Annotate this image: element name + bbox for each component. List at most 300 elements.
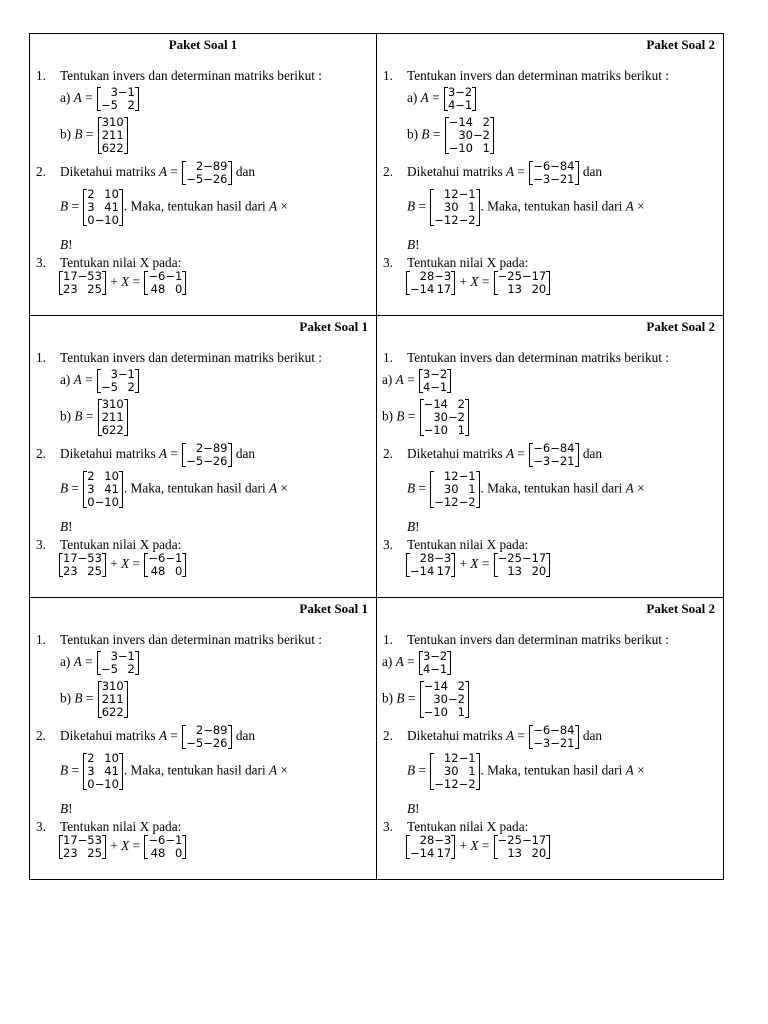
- matrix-entry: 17: [63, 551, 78, 565]
- question-2-text: Diketahui matriks: [407, 728, 503, 744]
- question-1a: a) A = 3 −2 4 −1: [407, 86, 477, 112]
- label-b: b): [60, 690, 72, 706]
- question-2-end: B!: [407, 519, 420, 534]
- matrix-a: [97, 650, 139, 676]
- matrix-entry: −25: [497, 551, 522, 565]
- label-a: a): [60, 372, 71, 388]
- matrix-entry: −8: [203, 441, 221, 455]
- matrix-entry: 0: [111, 187, 119, 201]
- matrix-entry: −1: [117, 367, 135, 381]
- matrix-entry: 9: [220, 723, 228, 737]
- matrix-left: [406, 270, 455, 296]
- question-1: 1. Tentukan invers dan determinan matriks berikut :: [36, 350, 322, 365]
- matrix-entry: 25: [87, 282, 102, 296]
- matrix-entry: 2: [451, 495, 459, 509]
- matrix-entry: −2: [203, 172, 221, 186]
- dan-text: dan: [582, 446, 603, 462]
- matrix-entry: 1: [116, 692, 124, 706]
- paket-title: Paket Soal 2: [646, 37, 715, 52]
- matrix-entry: 9: [220, 159, 228, 173]
- matrix-entry: 4: [422, 662, 431, 676]
- matrix-entry: 3: [110, 85, 118, 99]
- question-3: 3. Tentukan nilai X pada:: [383, 255, 529, 270]
- matrix-a2: [182, 160, 231, 186]
- cell-r2-paket2: [377, 316, 723, 597]
- matrix-entry: 4: [440, 397, 448, 411]
- matrix-entry: 23: [63, 282, 78, 296]
- matrix-entry: 28: [419, 833, 435, 847]
- matrix-entry: 1: [567, 454, 575, 468]
- matrix-entry: 6: [220, 736, 228, 750]
- matrix-b2: [83, 752, 123, 791]
- question-2: 2. Diketahui matriks A = 2 −8 9 −5 −2 6 dan: [36, 159, 256, 186]
- label-a: a): [60, 90, 71, 106]
- matrix-entry: 28: [419, 551, 435, 565]
- dan-text: dan: [582, 728, 603, 744]
- question-1a: a) A = 3 −1 −5 2: [60, 650, 140, 676]
- matrix-entry: 17: [63, 269, 78, 283]
- matrix-entry: −1: [455, 98, 473, 112]
- question-1: 1. Tentukan invers dan determinan matriks berikut :: [36, 632, 322, 647]
- matrix-entry: 4: [567, 441, 575, 455]
- matrix-entry: −14: [410, 564, 435, 578]
- matrix-entry: −53: [77, 551, 102, 565]
- matrix-entry: 2: [451, 751, 459, 765]
- matrix-b2: [430, 752, 479, 791]
- matrix-entry: 1: [443, 187, 452, 201]
- matrix-entry: 3: [447, 85, 456, 99]
- matrix-entry: −53: [77, 833, 102, 847]
- matrix-entry: 0: [111, 469, 119, 483]
- matrix-left: [59, 552, 106, 578]
- question-1-text: Tentukan invers dan determinan matriks berikut :: [407, 68, 669, 83]
- matrix-entry: −2: [472, 128, 490, 142]
- question-2-suffix: . Maka, tentukan hasil dari: [480, 480, 623, 496]
- dan-text: dan: [235, 446, 256, 462]
- question-2b: B = 1 2 −1 3 0 1 −1 2 −2 . Maka, tentukan hasil dari A ×: [407, 751, 645, 791]
- question-2-end: B!: [407, 801, 420, 816]
- question-1a: a) A = 3 −1 −5 2: [60, 368, 140, 394]
- question-2-end: B!: [60, 237, 73, 252]
- matrix-entry: 3: [443, 200, 452, 214]
- matrix-entry: 9: [220, 441, 228, 455]
- matrix-entry: 1: [109, 128, 117, 142]
- question-1-text: Tentukan invers dan determinan matriks berikut :: [60, 350, 322, 365]
- matrix-a2: [529, 160, 578, 186]
- matrix-entry: −2: [550, 736, 568, 750]
- matrix-entry: −1: [423, 679, 441, 693]
- matrix-right: [494, 834, 551, 860]
- question-1b: b) B = 3 1 0 2 1 1 6 2 2: [60, 116, 129, 155]
- question-2b: B = 1 2 −1 3 0 1 −1 2 −2 . Maka, tentukan hasil dari A ×: [407, 469, 645, 509]
- cell-r2-paket1: [30, 316, 376, 597]
- matrix-entry: 2: [195, 441, 204, 455]
- paket-title: Paket Soal 1: [168, 37, 238, 52]
- matrix-left: [59, 270, 106, 296]
- matrix-a2: [182, 724, 231, 750]
- question-3: 3. Tentukan nilai X pada:: [36, 537, 182, 552]
- matrix-entry: 23: [63, 564, 78, 578]
- matrix-entry: 1: [482, 141, 490, 155]
- matrix-entry: −1: [430, 662, 448, 676]
- matrix-entry: −1: [117, 649, 135, 663]
- matrix-entry: −1: [458, 751, 476, 765]
- label-b: b): [382, 408, 394, 424]
- matrix-entry: −3: [533, 172, 551, 186]
- matrix-entry: 4: [567, 159, 575, 173]
- matrix-entry: 1: [567, 736, 575, 750]
- matrix-entry: 1: [111, 764, 119, 778]
- matrix-entry: −1: [434, 213, 452, 227]
- question-3-equation: 28 −3 −14 17 + X = −25 −17 13 20: [405, 834, 551, 860]
- matrix-a: [444, 86, 476, 112]
- matrix-entry: 1: [109, 115, 117, 129]
- matrix-entry: 3: [101, 679, 110, 693]
- matrix-entry: 3: [433, 692, 441, 706]
- paket-title: Paket Soal 1: [299, 601, 368, 616]
- matrix-entry: −6: [148, 833, 166, 847]
- matrix-a2: [529, 442, 578, 468]
- matrix-entry: 6: [101, 705, 110, 719]
- cell-r3-paket1: [30, 598, 376, 879]
- matrix-entry: 2: [127, 380, 135, 394]
- matrix-entry: 2: [101, 692, 110, 706]
- matrix-entry: 2: [195, 159, 204, 173]
- matrix-entry: 1: [443, 469, 452, 483]
- matrix-a2: [182, 442, 231, 468]
- question-3: 3. Tentukan nilai X pada:: [383, 537, 529, 552]
- question-2-end: B!: [60, 801, 73, 816]
- paket-title: Paket Soal 1: [299, 319, 368, 334]
- question-2-suffix: . Maka, tentukan hasil dari: [123, 762, 266, 778]
- cell-r3-paket2: [377, 598, 723, 879]
- question-2: 2. Diketahui matriks A = 2 −8 9 −5 −2 6 dan: [36, 723, 256, 750]
- matrix-entry: 0: [116, 115, 124, 129]
- matrix-entry: −1: [423, 423, 441, 437]
- matrix-entry: −2: [455, 85, 473, 99]
- matrix-entry: −1: [434, 777, 452, 791]
- matrix-entry: −2: [430, 649, 448, 663]
- matrix-entry: 1: [104, 751, 112, 765]
- question-1: 1. Tentukan invers dan determinan matriks berikut :: [383, 350, 669, 365]
- matrix-entry: −3: [434, 269, 452, 283]
- matrix-entry: 0: [116, 679, 124, 693]
- matrix-entry: −1: [117, 85, 135, 99]
- matrix-entry: 0: [111, 213, 119, 227]
- matrix-entry: 4: [567, 723, 575, 737]
- matrix-entry: 2: [451, 187, 459, 201]
- question-1: 1. Tentukan invers dan determinan matriks berikut :: [383, 68, 669, 83]
- matrix-entry: −8: [550, 723, 568, 737]
- label-a: a): [382, 372, 393, 388]
- matrix-b2: [430, 188, 479, 227]
- question-1b: b) B = 3 1 0 2 1 1 6 2 2: [60, 398, 129, 437]
- matrix-entry: 1: [468, 482, 476, 496]
- matrix-entry: −2: [550, 172, 568, 186]
- matrix-entry: 1: [109, 679, 117, 693]
- matrix-entry: −8: [203, 723, 221, 737]
- matrix-right: [144, 834, 186, 860]
- matrix-entry: −5: [100, 380, 118, 394]
- matrix-entry: 2: [457, 679, 465, 693]
- matrix-entry: −3: [533, 736, 551, 750]
- question-2: 2. Diketahui matriks A = −6 −8 4 −3 −2 1 dan: [383, 441, 603, 468]
- matrix-entry: 0: [87, 213, 95, 227]
- matrix-entry: 3: [101, 115, 110, 129]
- matrix-entry: −5: [100, 98, 118, 112]
- matrix-entry: 0: [465, 128, 473, 142]
- matrix-entry: 0: [451, 482, 459, 496]
- matrix-entry: 0: [111, 777, 119, 791]
- question-1b: b) B = −1 4 2 3 0 −2 −1 0 1: [382, 680, 470, 719]
- matrix-entry: 20: [531, 282, 547, 296]
- matrix-a2: [529, 724, 578, 750]
- matrix-entry: −2: [203, 736, 221, 750]
- matrix-entry: −8: [203, 159, 221, 173]
- matrix-entry: 1: [116, 410, 124, 424]
- matrix-entry: 2: [451, 777, 459, 791]
- question-2b: B = 2 1 0 3 4 1 0 −1 0 . Maka, tentukan hasil dari A ×: [60, 751, 288, 791]
- dan-text: dan: [582, 164, 603, 180]
- matrix-entry: 2: [101, 128, 110, 142]
- matrix-left: [406, 834, 455, 860]
- matrix-entry: 1: [116, 128, 124, 142]
- question-2b: B = 2 1 0 3 4 1 0 −1 0 . Maka, tentukan hasil dari A ×: [60, 187, 288, 227]
- matrix-entry: −6: [533, 441, 551, 455]
- matrix-entry: 2: [116, 705, 124, 719]
- question-2-text: Diketahui matriks: [60, 164, 156, 180]
- question-2-text: Diketahui matriks: [60, 446, 156, 462]
- matrix-entry: 0: [440, 692, 448, 706]
- matrix-entry: −6: [148, 269, 166, 283]
- matrix-entry: 0: [116, 397, 124, 411]
- matrix-entry: 0: [87, 777, 95, 791]
- matrix-entry: 1: [468, 200, 476, 214]
- label-b: b): [382, 690, 394, 706]
- matrix-entry: 17: [436, 282, 452, 296]
- matrix-entry: 2: [451, 213, 459, 227]
- question-2-suffix: . Maka, tentukan hasil dari: [480, 198, 623, 214]
- matrix-entry: 20: [531, 846, 547, 860]
- question-sheet: [29, 33, 724, 880]
- matrix-entry: −1: [94, 213, 112, 227]
- matrix-entry: 48: [150, 846, 166, 860]
- matrix-entry: 1: [468, 764, 476, 778]
- matrix-entry: −5: [186, 172, 204, 186]
- question-2: 2. Diketahui matriks A = −6 −8 4 −3 −2 1 dan: [383, 159, 603, 186]
- matrix-entry: 3: [433, 410, 441, 424]
- matrix-entry: 13: [507, 564, 522, 578]
- matrix-entry: −14: [410, 846, 435, 860]
- matrix-right: [144, 552, 186, 578]
- matrix-b2: [430, 470, 479, 509]
- matrix-entry: 28: [419, 269, 435, 283]
- label-b: b): [60, 408, 72, 424]
- matrix-entry: 13: [507, 846, 522, 860]
- matrix-entry: 4: [104, 482, 112, 496]
- question-2-end: B!: [407, 237, 420, 252]
- matrix-entry: −6: [533, 723, 551, 737]
- matrix-entry: 0: [440, 410, 448, 424]
- question-1a: a) A = 3 −2 4 −1: [382, 650, 452, 676]
- matrix-b: [98, 680, 128, 719]
- matrix-entry: 2: [482, 115, 490, 129]
- matrix-entry: 2: [451, 469, 459, 483]
- question-3-text: Tentukan nilai X pada:: [407, 537, 529, 552]
- matrix-b: [445, 116, 494, 155]
- matrix-entry: −1: [423, 397, 441, 411]
- question-1: 1. Tentukan invers dan determinan matriks berikut :: [383, 632, 669, 647]
- matrix-entry: −2: [458, 777, 476, 791]
- matrix-entry: 0: [174, 846, 183, 860]
- matrix-b: [98, 398, 128, 437]
- matrix-entry: 2: [109, 423, 117, 437]
- matrix-entry: 4: [104, 200, 112, 214]
- question-3: 3. Tentukan nilai X pada:: [36, 255, 182, 270]
- matrix-entry: 2: [87, 469, 95, 483]
- question-2-text: Diketahui matriks: [60, 728, 156, 744]
- question-2: 2. Diketahui matriks A = −6 −8 4 −3 −2 1 dan: [383, 723, 603, 750]
- matrix-entry: 2: [116, 141, 124, 155]
- question-1a: a) A = 3 −1 −5 2: [60, 86, 140, 112]
- matrix-entry: 2: [116, 423, 124, 437]
- matrix-entry: −1: [448, 115, 466, 129]
- matrix-entry: 3: [110, 367, 118, 381]
- question-3-text: Tentukan nilai X pada:: [407, 255, 529, 270]
- matrix-entry: 17: [63, 833, 78, 847]
- question-3-equation: 28 −3 −14 17 + X = −25 −17 13 20: [405, 552, 551, 578]
- matrix-entry: 0: [111, 495, 119, 509]
- matrix-entry: −1: [423, 705, 441, 719]
- matrix-entry: 4: [465, 115, 473, 129]
- question-1-text: Tentukan invers dan determinan matriks berikut :: [60, 632, 322, 647]
- label-a: a): [60, 654, 71, 670]
- matrix-entry: −17: [521, 269, 547, 283]
- question-2: 2. Diketahui matriks A = 2 −8 9 −5 −2 6 dan: [36, 441, 256, 468]
- matrix-entry: 6: [101, 423, 110, 437]
- matrix-entry: 2: [109, 705, 117, 719]
- paket-title: Paket Soal 2: [646, 319, 715, 334]
- matrix-left: [59, 834, 106, 860]
- question-3-text: Tentukan nilai X pada:: [407, 819, 529, 834]
- question-3-equation: 17 −53 23 25 + X = −6 −1 48 0: [58, 552, 187, 578]
- matrix-entry: 3: [87, 482, 95, 496]
- matrix-entry: −17: [521, 551, 547, 565]
- question-1a: a) A = 3 −2 4 −1: [382, 368, 452, 394]
- matrix-entry: 3: [110, 649, 118, 663]
- matrix-entry: −2: [447, 410, 465, 424]
- matrix-b2: [83, 470, 123, 509]
- label-b: b): [60, 126, 72, 142]
- matrix-entry: 2: [127, 98, 135, 112]
- matrix-entry: 0: [440, 705, 448, 719]
- matrix-b: [98, 116, 128, 155]
- matrix-entry: 1: [109, 692, 117, 706]
- question-2b: B = 1 2 −1 3 0 1 −1 2 −2 . Maka, tentukan hasil dari A ×: [407, 187, 645, 227]
- matrix-entry: 2: [109, 141, 117, 155]
- matrix-entry: 0: [174, 564, 183, 578]
- matrix-entry: 25: [87, 846, 102, 860]
- question-1b: b) B = −1 4 2 3 0 −2 −1 0 1: [382, 398, 470, 437]
- question-2-end: B!: [60, 519, 73, 534]
- matrix-entry: 1: [457, 705, 465, 719]
- matrix-right: [494, 270, 551, 296]
- matrix-entry: 48: [150, 564, 166, 578]
- matrix-entry: −2: [550, 454, 568, 468]
- matrix-entry: 1: [109, 410, 117, 424]
- matrix-entry: −5: [100, 662, 118, 676]
- matrix-entry: 48: [150, 282, 166, 296]
- matrix-entry: −1: [165, 551, 183, 565]
- matrix-entry: −5: [186, 736, 204, 750]
- matrix-entry: 23: [63, 846, 78, 860]
- matrix-entry: 2: [101, 410, 110, 424]
- matrix-entry: 4: [440, 679, 448, 693]
- matrix-entry: 17: [436, 564, 452, 578]
- question-1: 1. Tentukan invers dan determinan matriks berikut :: [36, 68, 322, 83]
- question-3-equation: 28 −3 −14 17 + X = −25 −17 13 20: [405, 270, 551, 296]
- matrix-entry: 2: [87, 187, 95, 201]
- matrix-entry: 2: [127, 662, 135, 676]
- matrix-entry: −2: [203, 454, 221, 468]
- matrix-entry: 2: [195, 723, 204, 737]
- question-2-text: Diketahui matriks: [407, 164, 503, 180]
- question-1-text: Tentukan invers dan determinan matriks berikut :: [60, 68, 322, 83]
- matrix-entry: 1: [443, 751, 452, 765]
- matrix-entry: −2: [458, 495, 476, 509]
- matrix-entry: 1: [111, 200, 119, 214]
- matrix-entry: 25: [87, 564, 102, 578]
- label-a: a): [407, 90, 418, 106]
- matrix-entry: −53: [77, 269, 102, 283]
- question-2-suffix: . Maka, tentukan hasil dari: [480, 762, 623, 778]
- matrix-entry: −8: [550, 441, 568, 455]
- question-3: 3. Tentukan nilai X pada:: [383, 819, 529, 834]
- matrix-entry: 2: [87, 751, 95, 765]
- matrix-entry: −25: [497, 833, 522, 847]
- question-3: 3. Tentukan nilai X pada:: [36, 819, 182, 834]
- matrix-entry: −1: [448, 141, 466, 155]
- matrix-entry: 3: [443, 482, 452, 496]
- matrix-entry: −1: [430, 380, 448, 394]
- matrix-a: [419, 650, 451, 676]
- matrix-entry: −1: [165, 833, 183, 847]
- matrix-b: [420, 398, 469, 437]
- matrix-entry: 1: [104, 469, 112, 483]
- matrix-right: [494, 552, 551, 578]
- dan-text: dan: [235, 164, 256, 180]
- matrix-entry: 1: [111, 482, 119, 496]
- matrix-entry: −1: [94, 777, 112, 791]
- label-a: a): [382, 654, 393, 670]
- matrix-entry: −6: [533, 159, 551, 173]
- matrix-entry: −1: [165, 269, 183, 283]
- matrix-entry: −2: [458, 213, 476, 227]
- matrix-entry: 20: [531, 564, 547, 578]
- cell-r1-paket1: [30, 34, 376, 315]
- matrix-entry: −3: [533, 454, 551, 468]
- matrix-b2: [83, 188, 123, 227]
- matrix-entry: −3: [434, 551, 452, 565]
- matrix-a: [419, 368, 451, 394]
- matrix-entry: 0: [87, 495, 95, 509]
- label-b: b): [407, 126, 419, 142]
- matrix-right: [144, 270, 186, 296]
- question-1b: b) B = −1 4 2 3 0 −2 −1 0 1: [407, 116, 495, 155]
- matrix-a: [97, 86, 139, 112]
- question-2-text: Diketahui matriks: [407, 446, 503, 462]
- matrix-entry: −6: [148, 551, 166, 565]
